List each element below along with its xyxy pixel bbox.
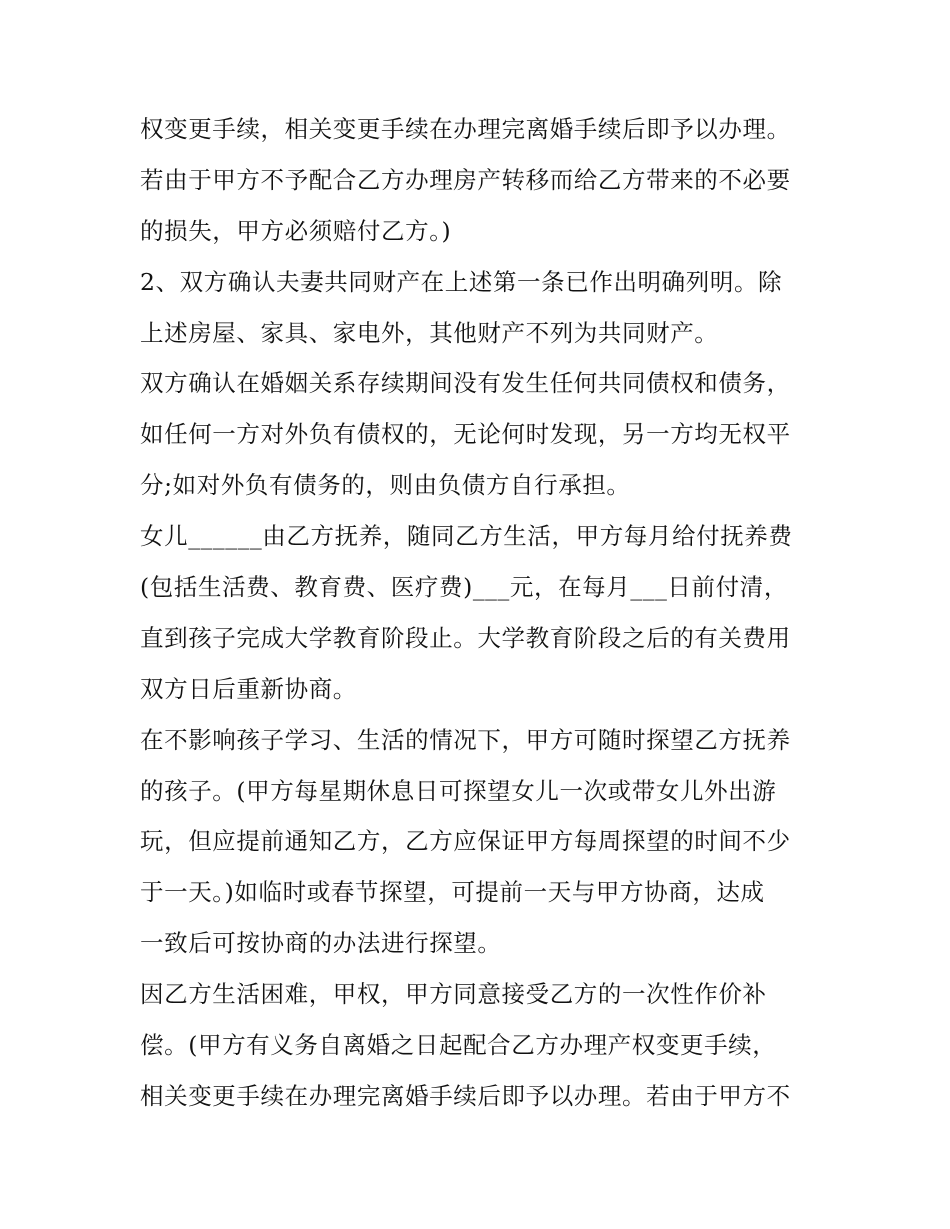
text-line-1: 权变更手续，相关变更手续在办理完离婚手续后即予以办理。: [140, 115, 791, 143]
text-line-17: 一致后可按协商的办法进行探望。: [140, 929, 502, 958]
text-line-6: 双方确认在婚姻关系存续期间没有发生任何共同债权和债务，: [140, 369, 791, 398]
text-line-2: 若由于甲方不予配合乙方办理房产转移而给乙方带来的不必要: [140, 165, 791, 194]
text-line-13: 在不影响孩子学习、生活的情况下，甲方可随时探望乙方抚养: [140, 725, 791, 754]
text-line-10: (包括生活费、教育费、医疗费)___元，在每月___日前付清，: [140, 573, 788, 602]
text-line-4: 2、双方确认夫妻共同财产在上述第一条已作出明确列明。除: [140, 267, 783, 296]
text-line-3: 的损失，甲方必须赔付乙方。): [140, 216, 452, 245]
text-line-9: 女儿______由乙方抚养，随同乙方生活，甲方每月给付抚养费: [140, 522, 793, 551]
text-line-7: 如任何一方对外负有债权的，无论何时发现，另一方均无权平: [140, 420, 791, 449]
text-line-15: 玩，但应提前通知乙方，乙方应保证甲方每周探望的时间不少: [140, 827, 791, 856]
text-line-16: 于一天。)如临时或春节探望，可提前一天与甲方协商，达成: [140, 878, 765, 907]
document-body: [140, 104, 820, 1122]
text-line-12: 双方日后重新协商。: [140, 674, 357, 703]
text-line-20: 相关变更手续在办理完离婚手续后即予以办理。若由于甲方不: [140, 1081, 791, 1110]
text-line-19: 偿。(甲方有义务自离婚之日起配合乙方办理产权变更手续，: [140, 1031, 777, 1060]
text-line-14: 的孩子。(甲方每星期休息日可探望女儿一次或带女儿外出游: [140, 776, 777, 805]
text-line-18: 因乙方生活困难，甲权，甲方同意接受乙方的一次性作价补: [140, 980, 767, 1009]
text-line-8: 分;如对外负有债务的，则由负债方自行承担。: [140, 471, 631, 500]
text-line-5: 上述房屋、家具、家电外，其他财产不列为共同财产。: [140, 318, 719, 347]
text-line-11: 直到孩子完成大学教育阶段止。大学教育阶段之后的有关费用: [140, 623, 791, 652]
